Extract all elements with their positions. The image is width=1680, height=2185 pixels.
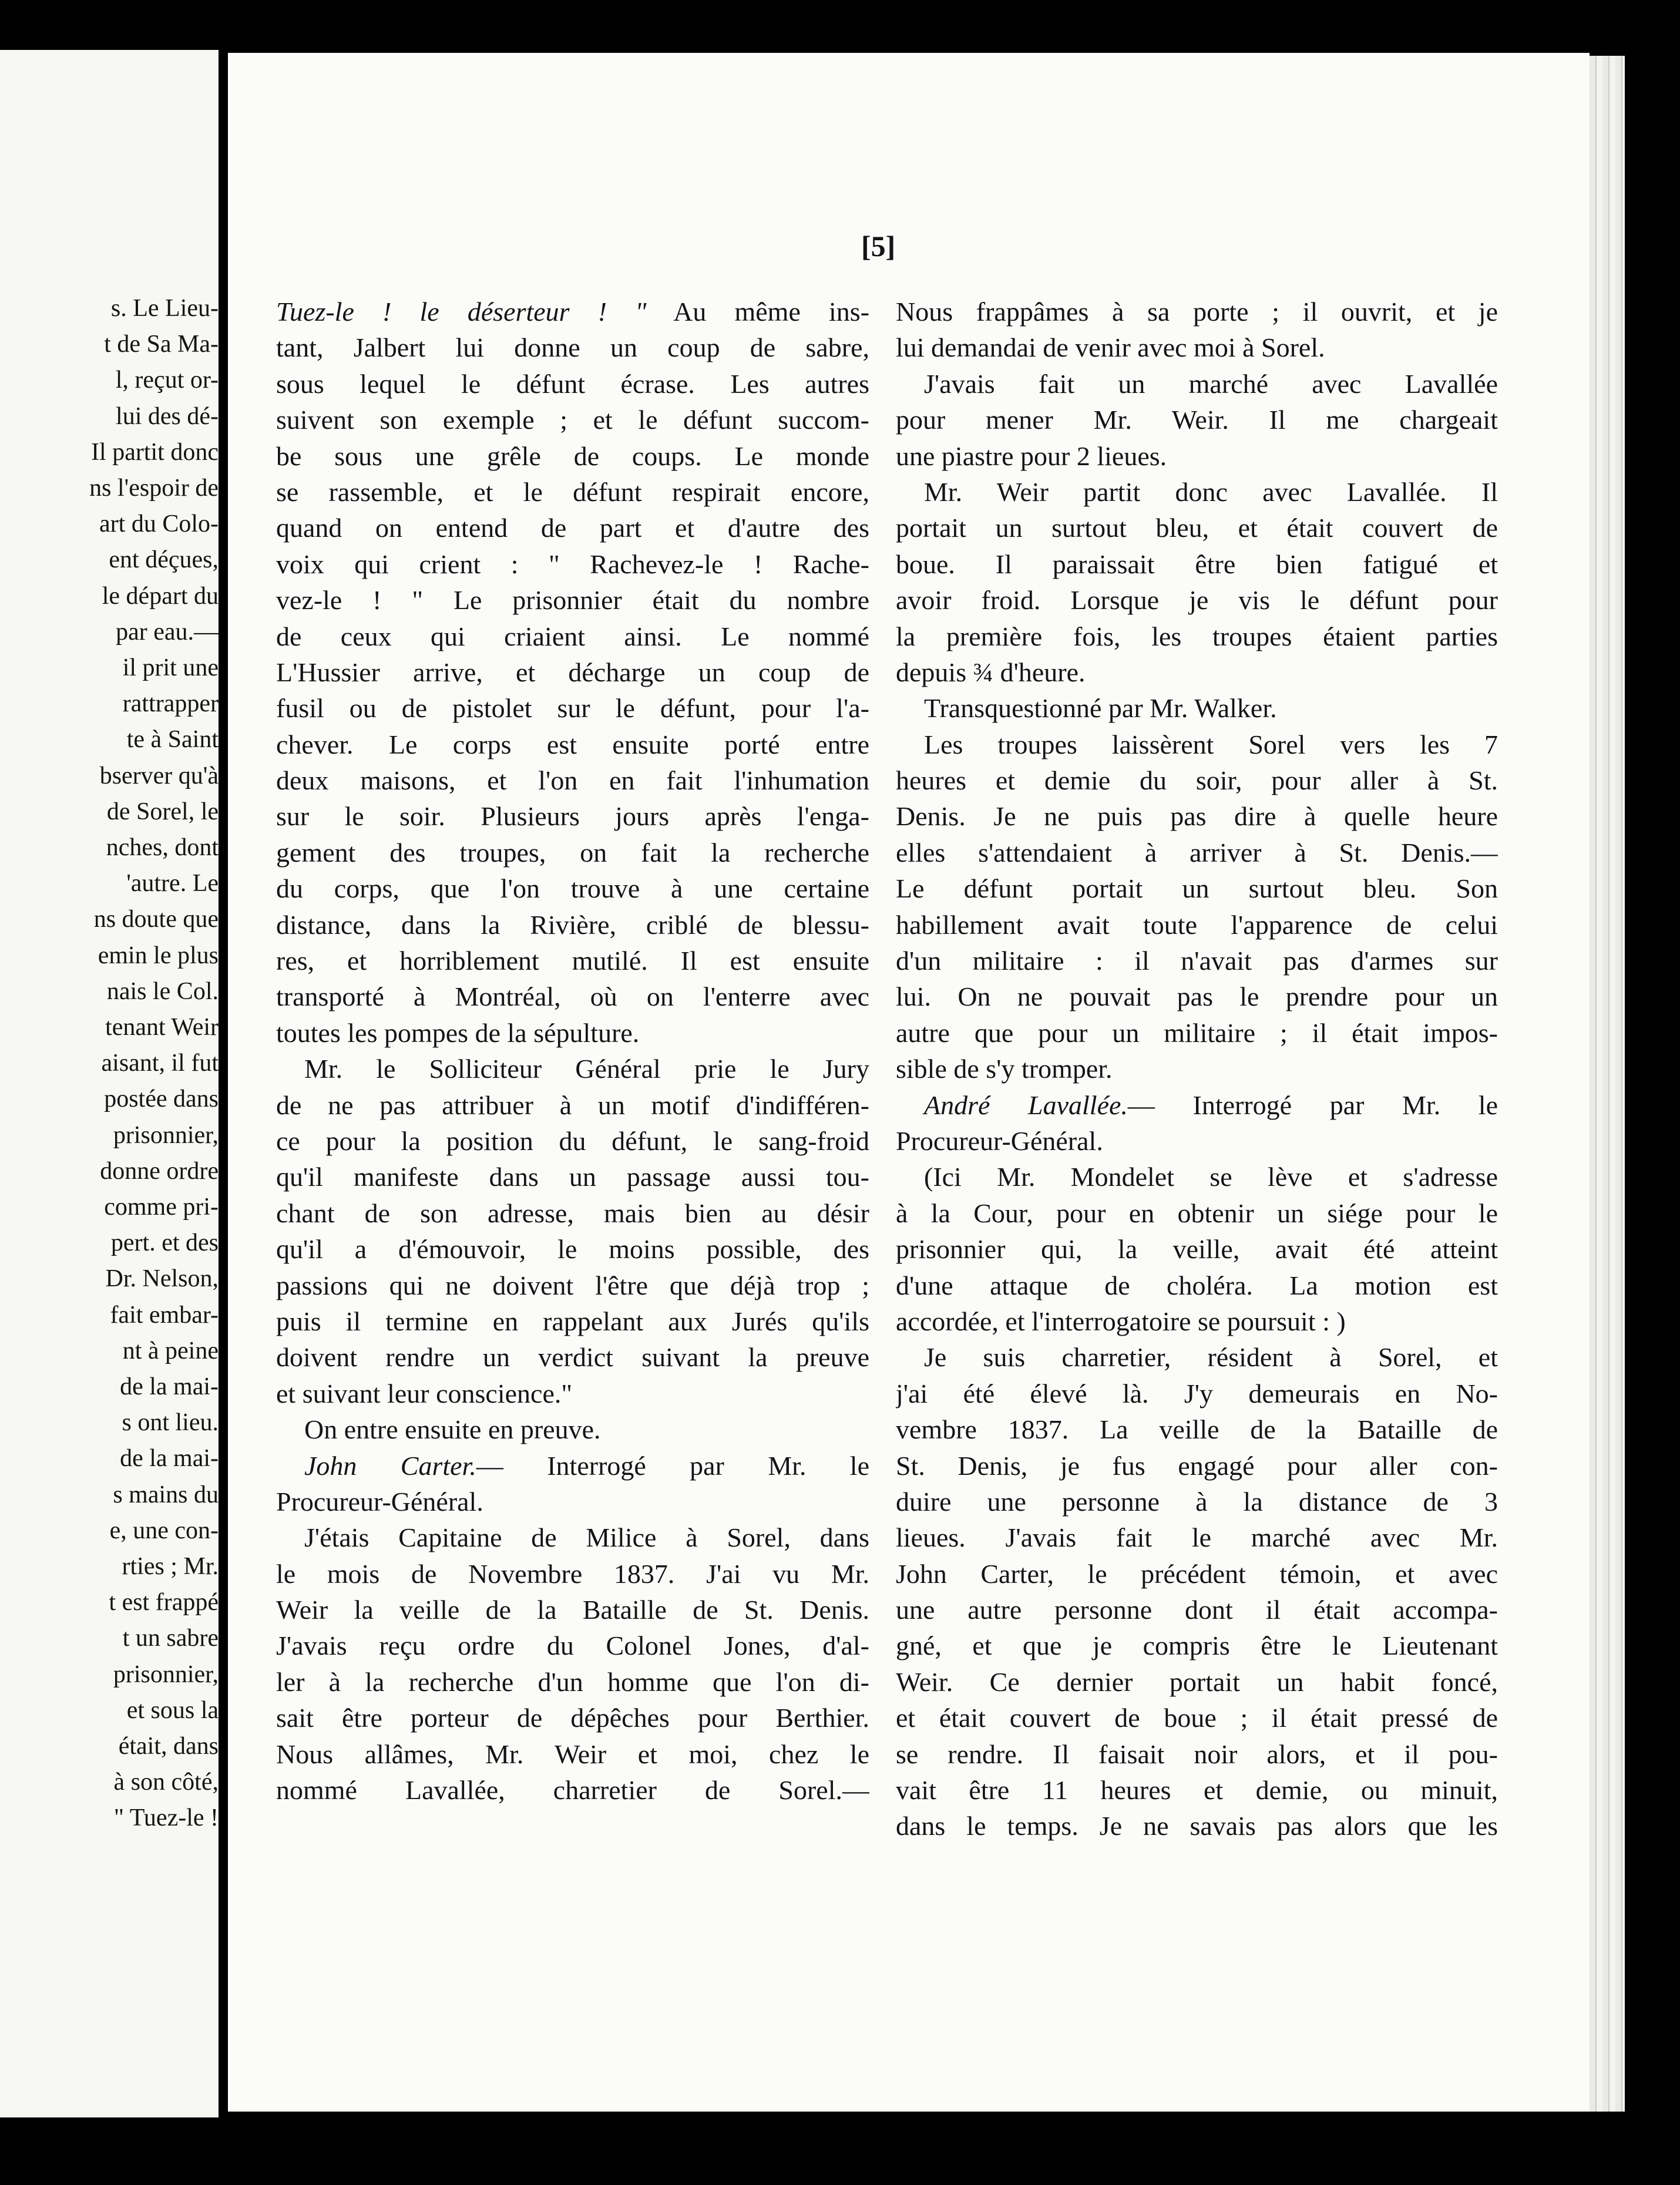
text-line: portait un surtout bleu, et était couvert de bbox=[896, 513, 1498, 543]
text-line: Procureur-Général. bbox=[276, 1486, 483, 1517]
text-line: sur le soir. Plusieurs jours après l'enga- bbox=[276, 801, 869, 832]
text-line: voix qui crient : " Rachevez-le ! Rache- bbox=[276, 549, 869, 579]
fragment-line: t de Sa Ma- bbox=[104, 331, 219, 358]
text-line: lieues. J'avais fait le marché avec Mr. bbox=[896, 1522, 1498, 1553]
text-line: boue. Il paraissait être bien fatigué et bbox=[896, 549, 1498, 579]
fragment-line: nt à peine bbox=[122, 1337, 219, 1364]
text-line: accordée, et l'interrogatoire se poursuit : ) bbox=[896, 1306, 1346, 1336]
text-line: vez-le ! " Le prisonnier était du nombre bbox=[276, 585, 869, 616]
text-line: doivent rendre un verdict suivant la preuve bbox=[276, 1342, 869, 1373]
fragment-line: t est frappé bbox=[109, 1589, 219, 1616]
text-line: John Carter.— Interrogé par Mr. le bbox=[304, 1450, 869, 1481]
text-line: habillement avait toute l'apparence de celui bbox=[896, 909, 1498, 940]
text-line: de ne pas attribuer à un motif d'indifféren- bbox=[276, 1090, 869, 1120]
text-line: le mois de Novembre 1837. J'ai vu Mr. bbox=[276, 1558, 869, 1589]
fragment-line: 'autre. Le bbox=[126, 870, 219, 897]
text-line: passions qui ne doivent l'être que déjà trop ; bbox=[276, 1270, 869, 1300]
fragment-line: de Sorel, le bbox=[106, 798, 219, 825]
text-line: distance, dans la Rivière, criblé de blessu- bbox=[276, 909, 869, 940]
text-line: dans le temps. Je ne savais pas alors que les bbox=[896, 1811, 1498, 1841]
text-line: gement des troupes, on fait la recherche bbox=[276, 837, 869, 868]
fragment-line: rattrapper bbox=[122, 690, 219, 718]
fragment-line: s ont lieu. bbox=[122, 1409, 219, 1437]
text-line: lui. On ne pouvait pas le prendre pour un bbox=[896, 981, 1498, 1012]
previous-page-fragment bbox=[0, 50, 219, 2117]
fragment-line: ns doute que bbox=[93, 906, 219, 933]
fragment-line: art du Colo- bbox=[99, 510, 219, 538]
text-line: Nous frappâmes à sa porte ; il ouvrit, et je bbox=[896, 297, 1498, 327]
text-line: deux maisons, et l'on en fait l'inhumation bbox=[276, 765, 869, 796]
text-line: be sous une grêle de coups. Le monde bbox=[276, 441, 869, 471]
text-line: qu'il manifeste dans un passage aussi tou- bbox=[276, 1162, 869, 1192]
fragment-line: postée dans bbox=[104, 1085, 219, 1113]
text-line: John Carter, le précédent témoin, et avec bbox=[896, 1558, 1498, 1589]
fragment-line: ns l'espoir de bbox=[89, 475, 219, 502]
fragment-line: ent déçues, bbox=[109, 546, 219, 574]
fragment-line: nais le Col. bbox=[106, 977, 219, 1005]
text-line: qu'il a d'émouvoir, le moins possible, des bbox=[276, 1234, 869, 1265]
fragment-line: Dr. Nelson, bbox=[105, 1265, 219, 1293]
text-line: Mr. le Solliciteur Général prie le Jury bbox=[304, 1054, 869, 1084]
text-line: prisonnier qui, la veille, avait été atteint bbox=[896, 1234, 1498, 1265]
fragment-line: comme pri- bbox=[104, 1194, 219, 1221]
page-edge bbox=[1590, 56, 1625, 2112]
text-line: vembre 1837. La veille de la Bataille de bbox=[896, 1414, 1498, 1445]
text-line: vait être 11 heures et demie, ou minuit, bbox=[896, 1775, 1498, 1806]
fragment-line: " Tuez-le ! bbox=[113, 1804, 219, 1832]
text-line: nommé Lavallée, charretier de Sorel.— bbox=[276, 1775, 869, 1806]
page-number: [5] bbox=[861, 230, 896, 263]
text-line: de ceux qui criaient ainsi. Le nommé bbox=[276, 621, 869, 651]
fragment-line: de la mai- bbox=[120, 1445, 219, 1473]
text-line: Procureur-Général. bbox=[896, 1125, 1103, 1156]
text-line: J'avais fait un marché avec Lavallée bbox=[924, 368, 1498, 399]
text-line: suivent son exemple ; et le défunt succom- bbox=[276, 405, 869, 435]
fragment-line: il prit une bbox=[122, 654, 219, 681]
fragment-line: rties ; Mr. bbox=[122, 1553, 219, 1580]
text-line: à la Cour, pour en obtenir un siége pour le bbox=[896, 1198, 1498, 1228]
fragment-line: et sous la bbox=[126, 1696, 219, 1724]
text-line: ler à la recherche d'un homme que l'on di- bbox=[276, 1666, 869, 1697]
text-line: sible de s'y tromper. bbox=[896, 1054, 1113, 1084]
text-line: puis il termine en rappelant aux Jurés qu'ils bbox=[276, 1306, 869, 1336]
text-line: (Ici Mr. Mondelet se lève et s'adresse bbox=[924, 1162, 1498, 1192]
text-line: chever. Le corps est ensuite porté entre bbox=[276, 729, 869, 759]
text-line: du corps, que l'on trouve à une certaine bbox=[276, 873, 869, 904]
text-line: avoir froid. Lorsque je vis le défunt pour bbox=[896, 585, 1498, 616]
text-line: Denis. Je ne puis pas dire à quelle heure bbox=[896, 801, 1498, 832]
text-line: fusil ou de pistolet sur le défunt, pour l'a- bbox=[276, 693, 869, 724]
fragment-line: emin le plus bbox=[98, 942, 219, 969]
fragment-line: donne ordre bbox=[100, 1157, 219, 1185]
fragment-line: prisonnier, bbox=[113, 1121, 219, 1149]
text-line: d'un militaire : il n'avait pas d'armes sur bbox=[896, 946, 1498, 976]
fragment-line: pert. et des bbox=[110, 1229, 219, 1257]
text-line: André Lavallée.— Interrogé par Mr. le bbox=[924, 1090, 1498, 1120]
text-line: Weir. Ce dernier portait un habit foncé, bbox=[896, 1666, 1498, 1697]
text-line: et suivant leur conscience." bbox=[276, 1378, 573, 1409]
fragment-line: Il partit donc bbox=[91, 438, 219, 466]
text-line: toutes les pompes de la sépulture. bbox=[276, 1017, 640, 1048]
text-line: quand on entend de part et d'autre des bbox=[276, 513, 869, 543]
fragment-line: prisonnier, bbox=[113, 1660, 219, 1688]
text-line: la première fois, les troupes étaient parties bbox=[896, 621, 1498, 651]
fragment-line: bserver qu'à bbox=[99, 762, 219, 789]
fragment-line: fait embar- bbox=[110, 1301, 219, 1329]
text-line: Tuez-le ! le déserteur ! " Au même ins- bbox=[276, 297, 869, 327]
text-line: d'une attaque de choléra. La motion est bbox=[896, 1270, 1498, 1300]
text-line: transporté à Montréal, où on l'enterre avec bbox=[276, 981, 869, 1012]
text-line: elles s'attendaient à arriver à St. Denis.— bbox=[896, 837, 1498, 868]
text-column-2 bbox=[896, 294, 1498, 1844]
text-line: J'avais reçu ordre du Colonel Jones, d'al- bbox=[276, 1631, 869, 1661]
text-line: sous lequel le défunt écrase. Les autres bbox=[276, 368, 869, 399]
text-line: depuis ¾ d'heure. bbox=[896, 657, 1086, 687]
text-line: Je suis charretier, résident à Sorel, et bbox=[924, 1342, 1498, 1373]
text-line: une piastre pour 2 lieues. bbox=[896, 441, 1167, 471]
text-line: se rassemble, et le défunt respirait encore, bbox=[276, 476, 869, 507]
fragment-line: était, dans bbox=[118, 1733, 219, 1760]
text-line: Les troupes laissèrent Sorel vers les 7 bbox=[924, 729, 1498, 759]
text-line: Weir la veille de la Bataille de St. Denis. bbox=[276, 1595, 869, 1625]
text-line: j'ai été élevé là. J'y demeurais en No- bbox=[896, 1378, 1498, 1409]
fragment-line: te à Saint bbox=[126, 726, 219, 754]
text-line: gné, et que je compris être le Lieutenant bbox=[896, 1631, 1498, 1661]
text-line: Transquestionné par Mr. Walker. bbox=[924, 693, 1277, 724]
text-line: une autre personne dont il était accompa- bbox=[896, 1595, 1498, 1625]
text-line: ce pour la position du défunt, le sang-froid bbox=[276, 1125, 869, 1156]
text-line: Mr. Weir partit donc avec Lavallée. Il bbox=[924, 476, 1498, 507]
text-line: Nous allâmes, Mr. Weir et moi, chez le bbox=[276, 1739, 869, 1769]
fragment-line: nches, dont bbox=[106, 834, 219, 861]
text-line: et était couvert de boue ; il était pressé de bbox=[896, 1703, 1498, 1733]
text-line: tant, Jalbert lui donne un coup de sabre, bbox=[276, 332, 869, 363]
text-line: lui demandai de venir avec moi à Sorel. bbox=[896, 332, 1325, 363]
text-line: Le défunt portait un surtout bleu. Son bbox=[896, 873, 1498, 904]
fragment-line: lui des dé- bbox=[116, 402, 219, 430]
text-line: sait être porteur de dépêches pour Berthier. bbox=[276, 1703, 869, 1733]
text-line: duire une personne à la distance de 3 bbox=[896, 1486, 1498, 1517]
text-line: pour mener Mr. Weir. Il me chargeait bbox=[896, 405, 1498, 435]
text-line: J'étais Capitaine de Milice à Sorel, dans bbox=[304, 1522, 869, 1553]
fragment-line: tenant Weir bbox=[105, 1014, 219, 1041]
text-line: St. Denis, je fus engagé pour aller con- bbox=[896, 1450, 1498, 1481]
fragment-line: e, une con- bbox=[109, 1517, 219, 1544]
text-column-1 bbox=[276, 294, 869, 1808]
text-line: chant de son adresse, mais bien au désir bbox=[276, 1198, 869, 1228]
fragment-line: t un sabre bbox=[122, 1625, 219, 1652]
text-line: autre que pour un militaire ; il était impos- bbox=[896, 1017, 1498, 1048]
text-line: On entre ensuite en preuve. bbox=[304, 1414, 601, 1445]
fragment-line: s mains du bbox=[113, 1481, 219, 1508]
fragment-line: l, reçut or- bbox=[115, 367, 219, 394]
fragment-line: le départ du bbox=[102, 582, 219, 610]
text-line: res, et horriblement mutilé. Il est ensuite bbox=[276, 946, 869, 976]
text-line: se rendre. Il faisait noir alors, et il pou- bbox=[896, 1739, 1498, 1769]
fragment-line: s. Le Lieu- bbox=[110, 295, 219, 322]
text-line: heures et demie du soir, pour aller à St. bbox=[896, 765, 1498, 796]
fragment-line: aisant, il fut bbox=[101, 1050, 219, 1077]
fragment-line: à son côté, bbox=[113, 1769, 219, 1796]
fragment-line: de la mai- bbox=[120, 1373, 219, 1400]
text-line: L'Hussier arrive, et décharge un coup de bbox=[276, 657, 869, 687]
fragment-line: par eau.— bbox=[116, 618, 219, 646]
